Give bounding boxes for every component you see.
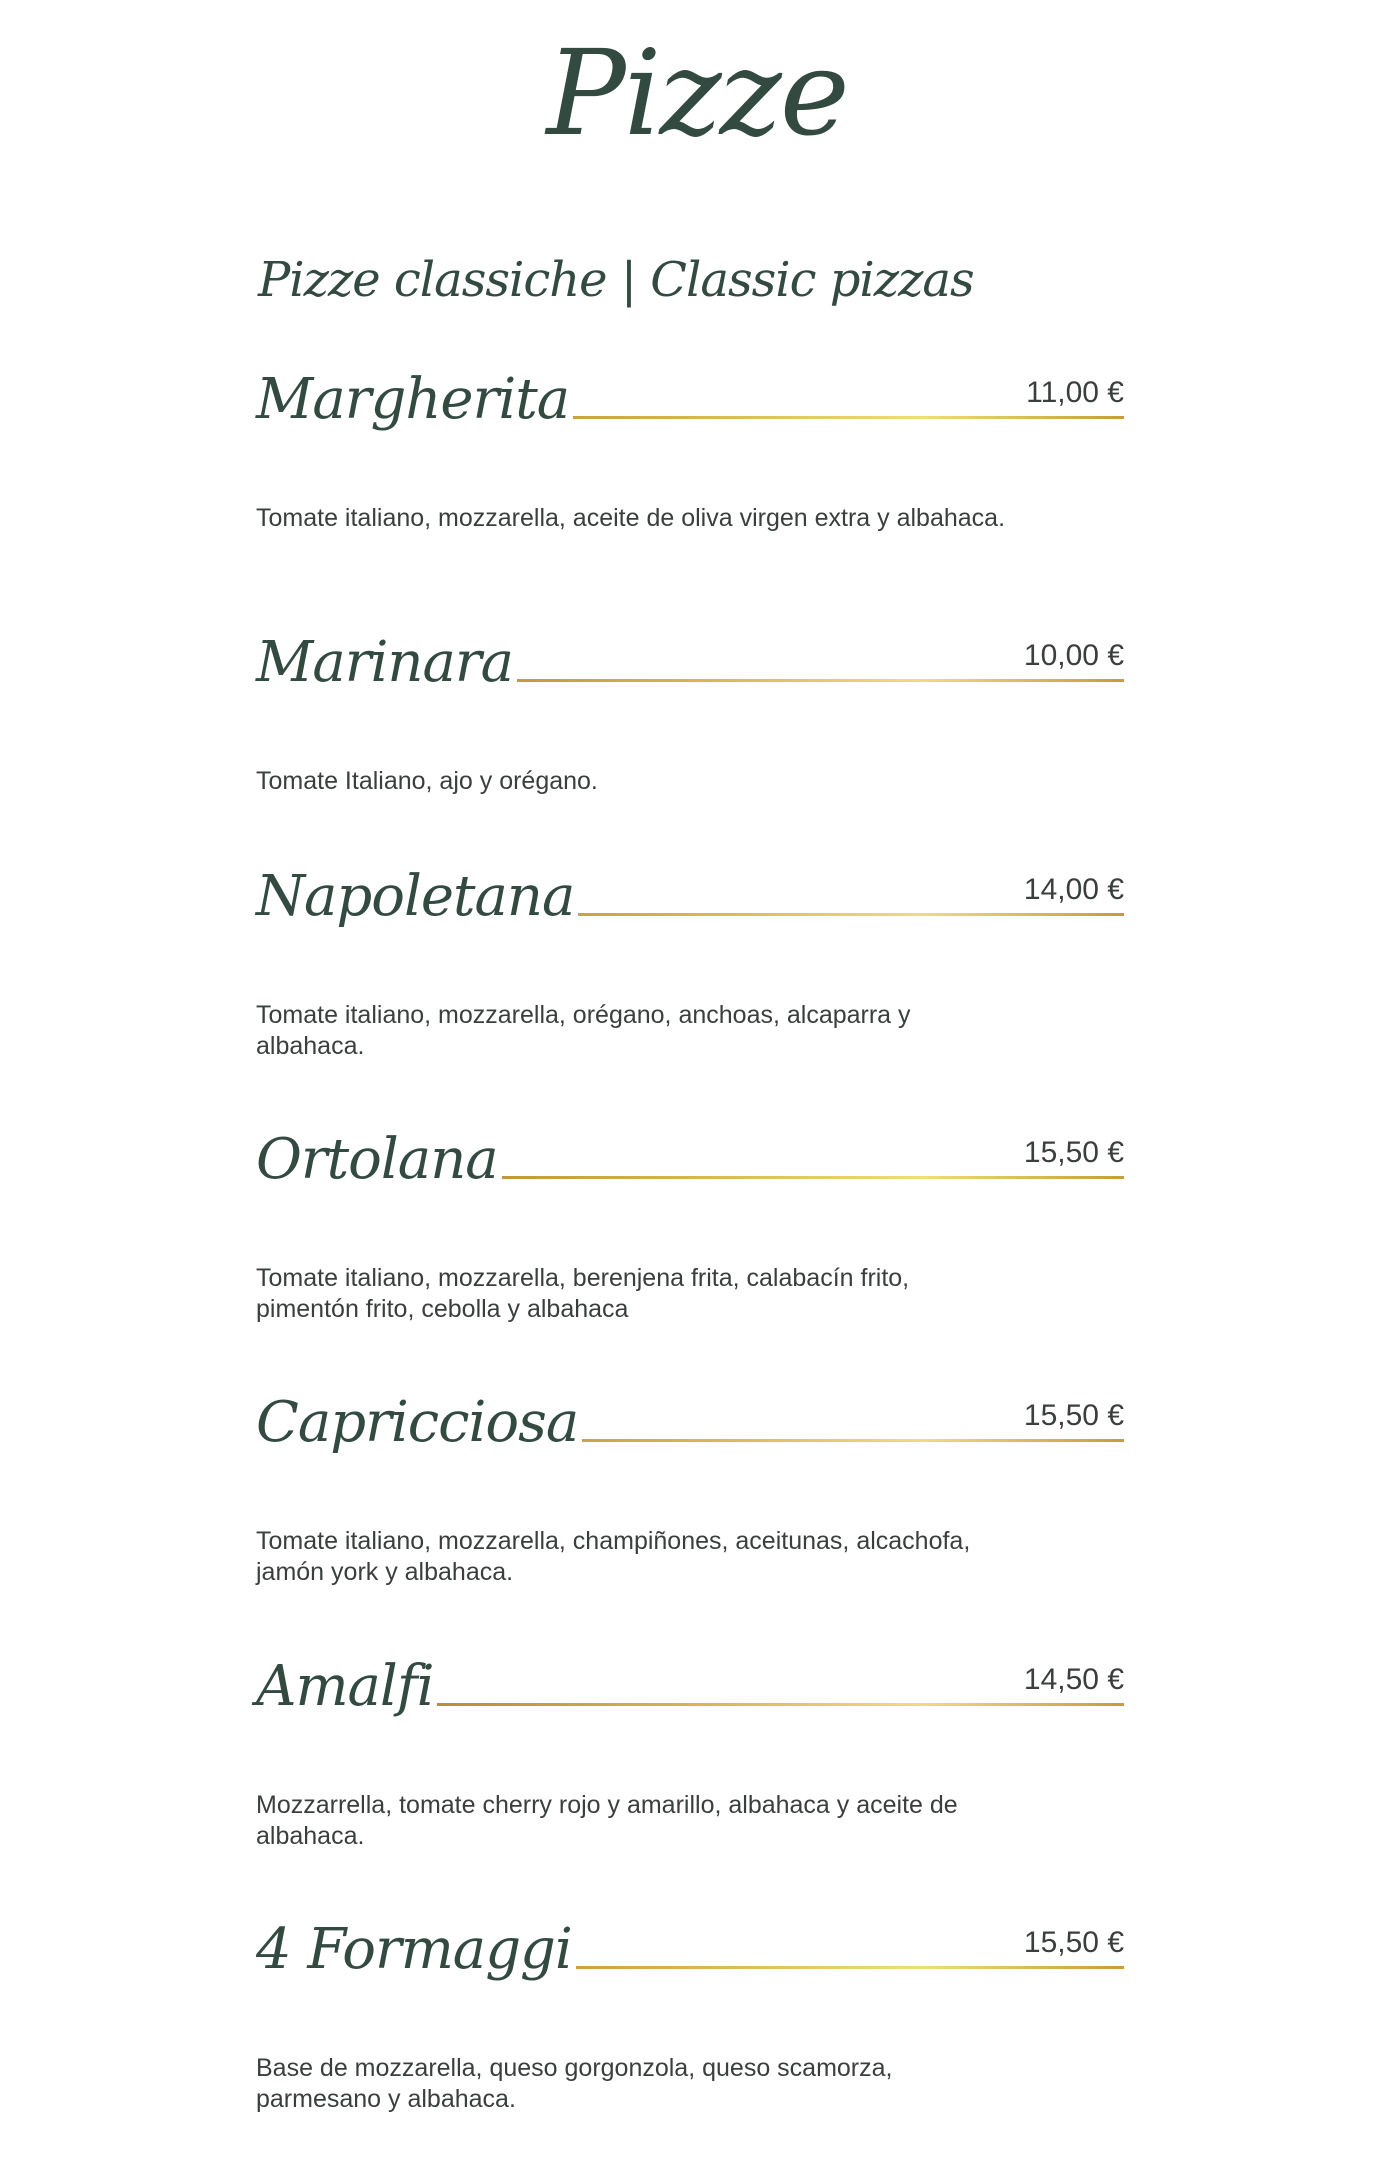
- menu-item-description: Tomate italiano, mozzarella, orégano, anchoas, alcaparra y albahaca.: [256, 1001, 911, 1060]
- menu-item-marinara: [256, 618, 1124, 818]
- menu-item-header: [256, 1378, 1124, 1468]
- menu-item-price: 14,00 €: [1018, 870, 1124, 910]
- menu-item-name: Amalfi: [256, 1642, 437, 1732]
- menu-item-name: Marinara: [256, 618, 517, 708]
- menu-item-price: 11,00 €: [1020, 373, 1124, 413]
- menu-item-margherita: [256, 355, 1124, 555]
- menu-item-header: [256, 1642, 1124, 1732]
- menu-item-name: Capricciosa: [256, 1378, 582, 1468]
- menu-item-price: 15,50 €: [1018, 1923, 1124, 1963]
- menu-item-price: 15,50 €: [1018, 1396, 1124, 1436]
- menu-item-description: Tomate italiano, mozzarella, champiñones, aceitunas, alcachofa, jamón york y albahaca.: [256, 1527, 971, 1586]
- menu-item-napoletana: [256, 852, 1124, 1060]
- menu-item-amalfi: [256, 1642, 1124, 1850]
- menu-item-description: Tomate Italiano, ajo y orégano.: [256, 767, 598, 795]
- menu-item-description: Mozzarrella, tomate cherry rojo y amarillo, albahaca y aceite de albahaca.: [256, 1791, 958, 1850]
- menu-item-capricciosa: [256, 1378, 1124, 1586]
- page-title: Pizze: [546, 24, 848, 162]
- menu-item-name: Ortolana: [256, 1115, 502, 1205]
- menu-item-price: 14,50 €: [1018, 1660, 1124, 1700]
- menu-item-header: [256, 1905, 1124, 1995]
- menu-item-description: Tomate italiano, mozzarella, aceite de oliva virgen extra y albahaca.: [256, 504, 1006, 532]
- menu-item-header: [256, 852, 1124, 942]
- menu-item-4-formaggi: [256, 1905, 1124, 2113]
- menu-item-description: Tomate italiano, mozzarella, berenjena frita, calabacín frito, pimentón frito, cebolla y albahaca: [256, 1264, 910, 1323]
- menu-item-price: 15,50 €: [1018, 1133, 1124, 1173]
- menu-item-ortolana: [256, 1115, 1124, 1323]
- menu-item-header: [256, 618, 1124, 708]
- menu-item-name: Napoletana: [256, 852, 578, 942]
- menu-item-name: Margherita: [256, 355, 573, 445]
- menu-item-price: 10,00 €: [1018, 636, 1124, 676]
- menu-item-name: 4 Formaggi: [256, 1905, 576, 1995]
- menu-item-header: [256, 1115, 1124, 1205]
- section-title: Pizze classiche | Classic pizzas: [258, 252, 974, 308]
- menu-item-header: [256, 355, 1124, 445]
- menu-item-description: Base de mozzarella, queso gorgonzola, queso scamorza, parmesano y albahaca.: [256, 2054, 893, 2113]
